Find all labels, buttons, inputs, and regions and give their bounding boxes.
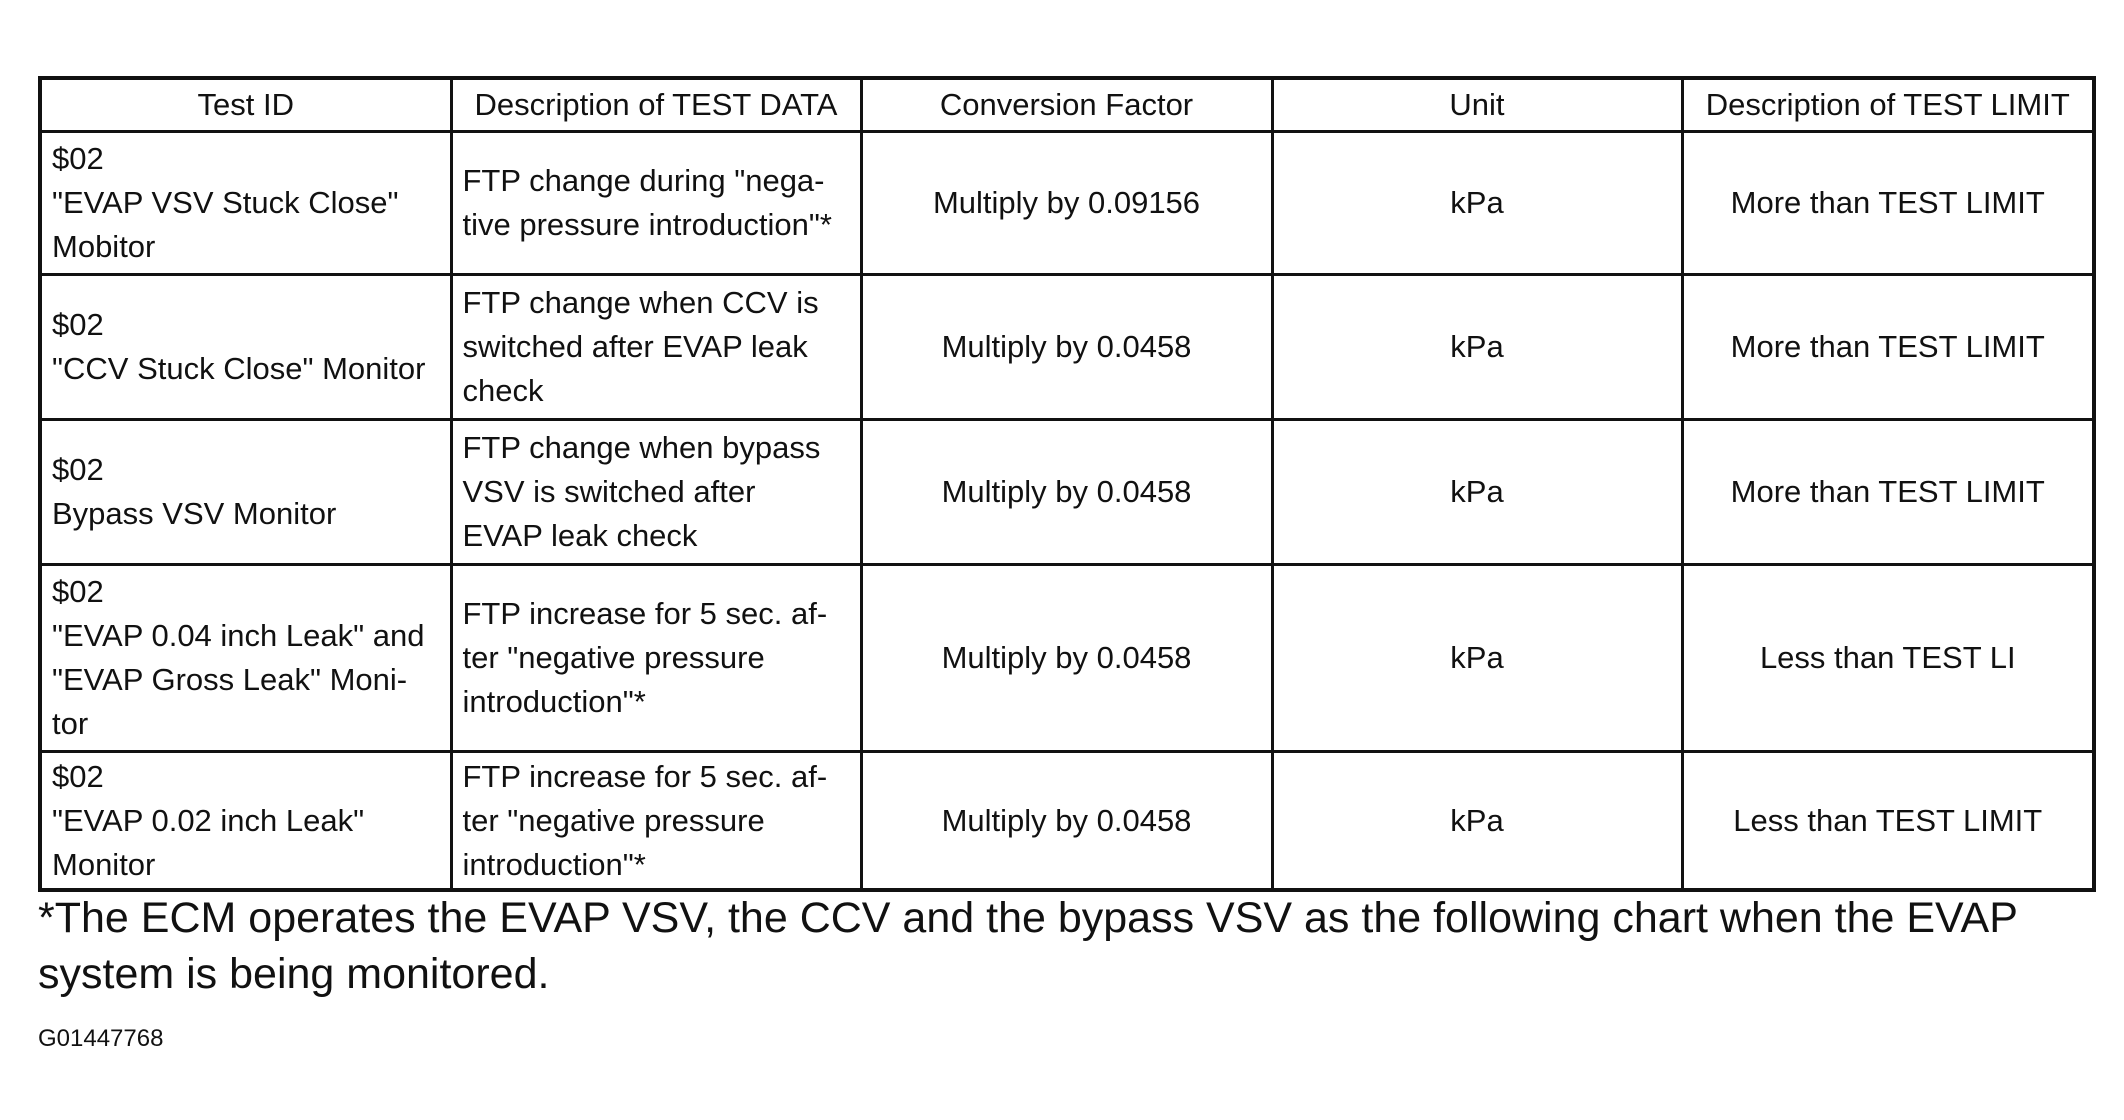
header-test-data-description: Description of TEST DATA	[451, 78, 861, 132]
table-row	[40, 420, 2094, 565]
cell-test-data: FTP increase for 5 sec. af- ter "negative pressure introduction"*	[451, 565, 861, 752]
cell-unit: kPa	[1272, 752, 1682, 891]
table-footnote: *The ECM operates the EVAP VSV, the CCV and the bypass VSV as the following chart when the EVAP system is being monitored.	[38, 894, 2018, 998]
cell-test-data: FTP change when bypass VSV is switched after EVAP leak check	[451, 420, 861, 565]
cell-conversion-factor: Multiply by 0.0458	[861, 752, 1272, 891]
header-conversion-factor: Conversion Factor	[861, 78, 1272, 132]
monitor-test-table	[38, 76, 2096, 892]
table-row	[40, 565, 2094, 752]
cell-unit: kPa	[1272, 132, 1682, 275]
cell-conversion-factor: Multiply by 0.0458	[861, 420, 1272, 565]
table-row	[40, 275, 2094, 420]
cell-test-data: FTP increase for 5 sec. af- ter "negative pressure introduction"*	[451, 752, 861, 891]
cell-test-limit: More than TEST LIMIT	[1682, 132, 2094, 275]
cell-test-id: $02 "EVAP VSV Stuck Close" Mobitor	[40, 132, 451, 275]
table-row	[40, 752, 2094, 891]
cell-test-limit: Less than TEST LIMIT	[1682, 752, 2094, 891]
table-row	[40, 132, 2094, 275]
figure-id-label: G01447768	[38, 1025, 164, 1052]
header-unit: Unit	[1272, 78, 1682, 132]
cell-test-id: $02 Bypass VSV Monitor	[40, 420, 451, 565]
cell-conversion-factor: Multiply by 0.0458	[861, 275, 1272, 420]
cell-test-data: FTP change when CCV is switched after EVAP leak check	[451, 275, 861, 420]
cell-test-id: $02 "EVAP 0.02 inch Leak" Monitor	[40, 752, 451, 891]
cell-unit: kPa	[1272, 565, 1682, 752]
header-test-limit-description: Description of TEST LIMIT	[1682, 78, 2094, 132]
table-header-row	[40, 78, 2094, 132]
cell-unit: kPa	[1272, 420, 1682, 565]
cell-test-limit: More than TEST LIMIT	[1682, 275, 2094, 420]
monitor-test-table-container	[38, 76, 2092, 892]
cell-test-limit: Less than TEST LI	[1682, 565, 2094, 752]
cell-test-id: $02 "EVAP 0.04 inch Leak" and "EVAP Gross Leak" Moni- tor	[40, 565, 451, 752]
cell-test-data: FTP change during "nega- tive pressure introduction"*	[451, 132, 861, 275]
cell-conversion-factor: Multiply by 0.0458	[861, 565, 1272, 752]
cell-unit: kPa	[1272, 275, 1682, 420]
cell-conversion-factor: Multiply by 0.09156	[861, 132, 1272, 275]
header-test-id: Test ID	[40, 78, 451, 132]
cell-test-id: $02 "CCV Stuck Close" Monitor	[40, 275, 451, 420]
cell-test-limit: More than TEST LIMIT	[1682, 420, 2094, 565]
